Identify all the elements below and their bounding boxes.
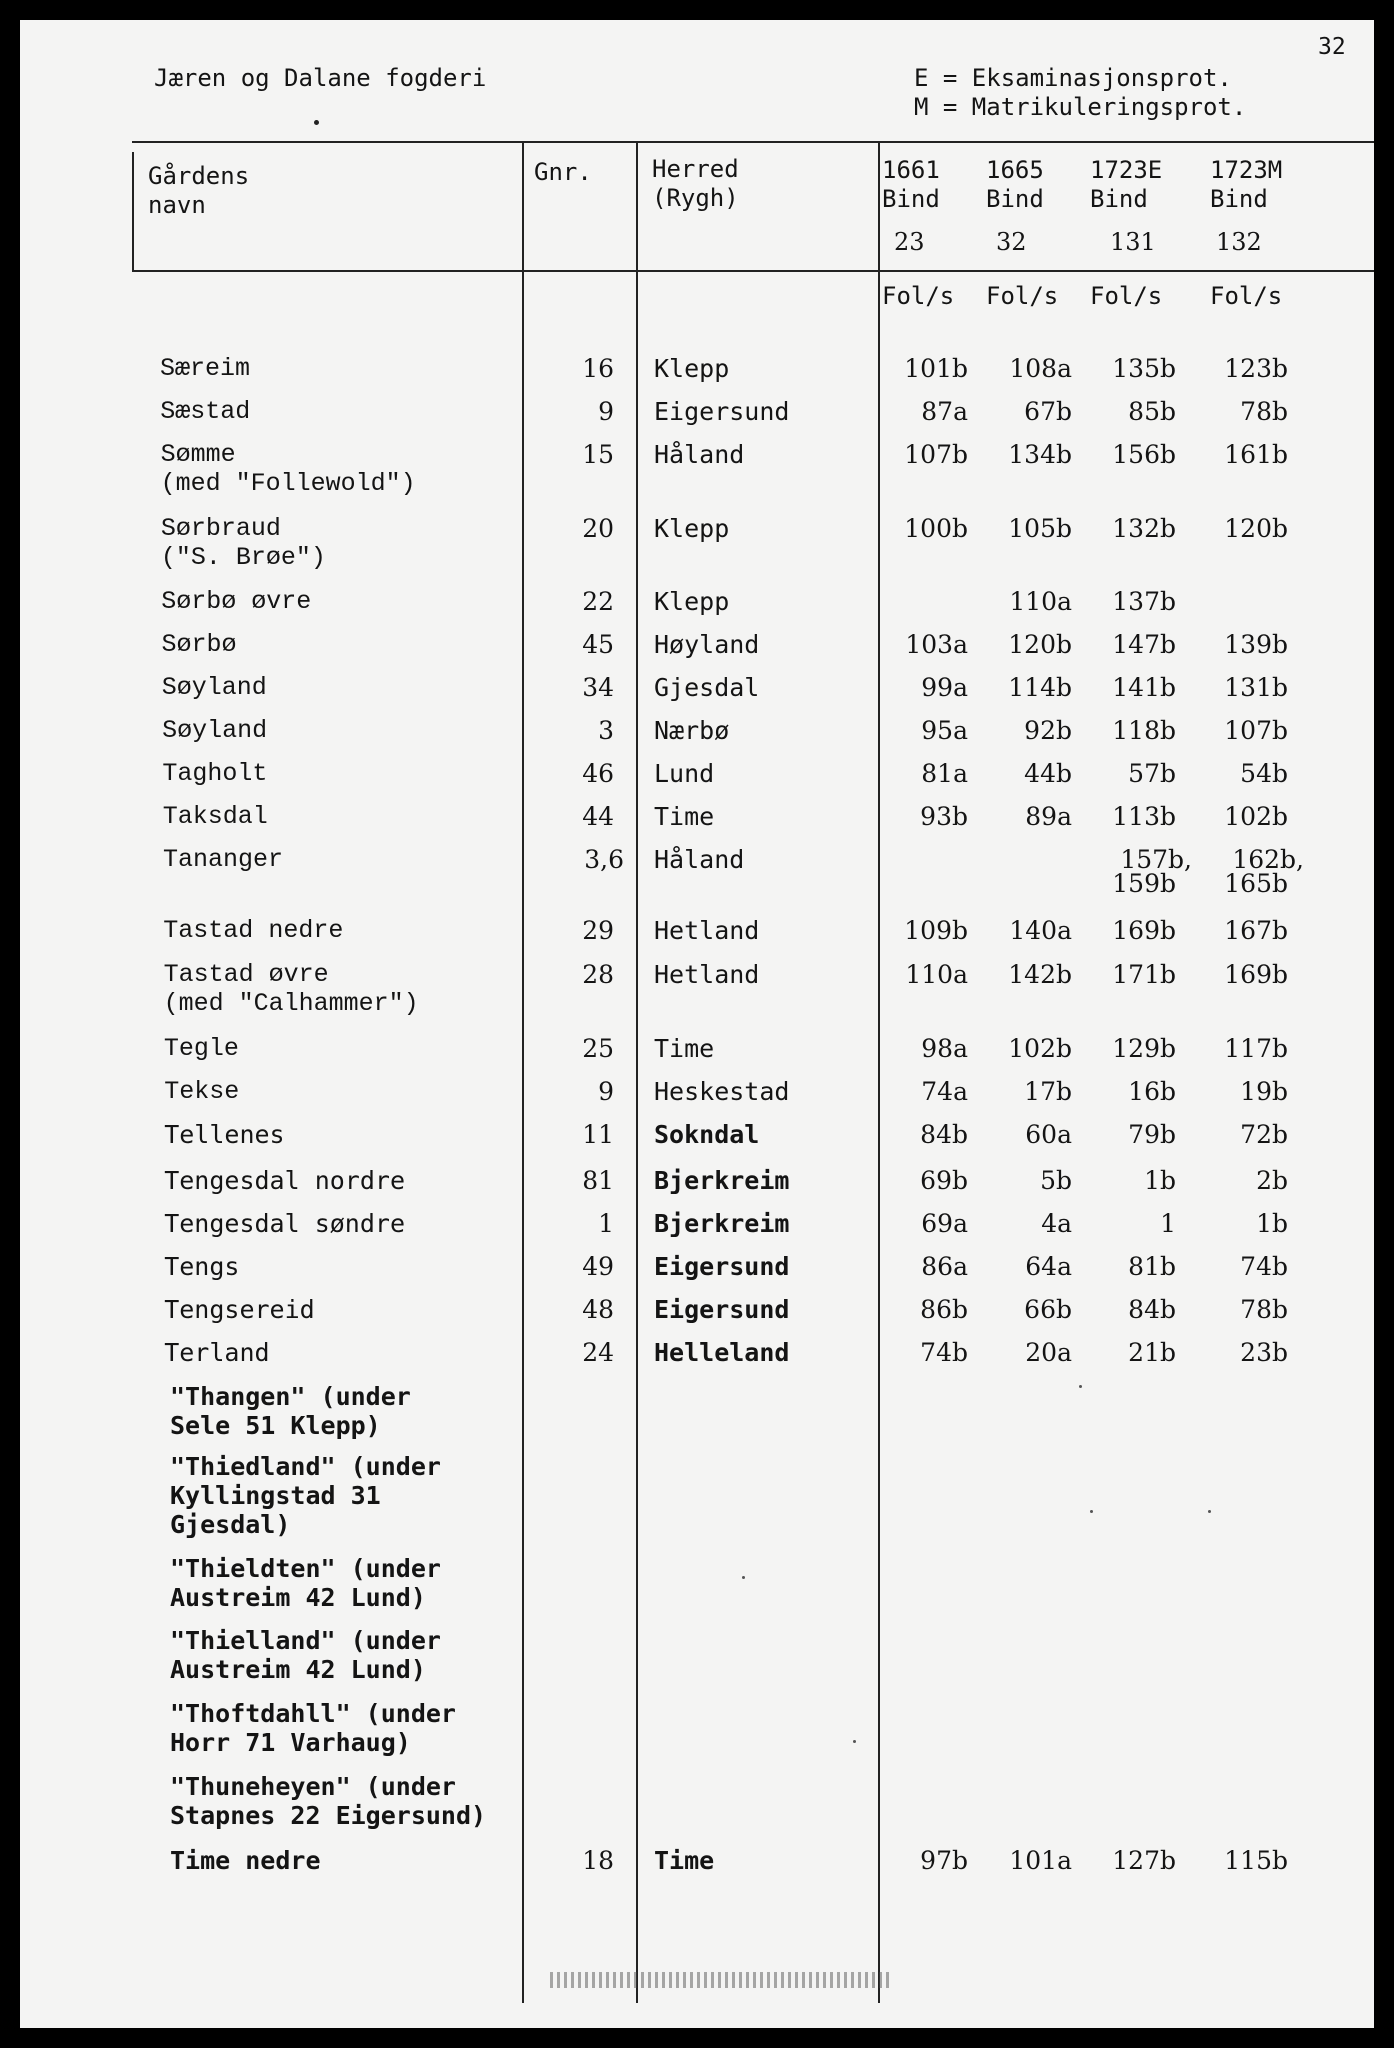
folio-value: 100b (904, 514, 968, 543)
speck (742, 1576, 745, 1579)
herred-value: Helleland (654, 1338, 790, 1367)
farm-name: Sørbø (161, 630, 237, 659)
scanned-page (20, 20, 1374, 2028)
folio-value: 169b (1224, 960, 1288, 989)
folio-value: 20a (1025, 1338, 1072, 1367)
gnr-value: 45 (582, 630, 614, 659)
folio-value: 84b (920, 1120, 968, 1149)
herred-value: Bjerkreim (654, 1166, 790, 1195)
folio-value: 97b (920, 1846, 968, 1875)
folio-value: 101b (904, 354, 968, 383)
header-name-2: navn (148, 191, 206, 219)
folio-value: 120b (1008, 630, 1072, 659)
farm-name: Sæstad (160, 397, 251, 426)
farm-name: "Thielland" (under (170, 1626, 441, 1655)
folio-value: 57b (1128, 759, 1176, 788)
folio-value: 1b (1144, 1166, 1176, 1195)
folio-value: 114b (1008, 673, 1072, 702)
farm-name-note: Horr 71 Varhaug) (170, 1728, 411, 1757)
gnr-value: 11 (582, 1120, 614, 1149)
gnr-value: 24 (582, 1338, 614, 1367)
gnr-value: 9 (598, 1077, 614, 1106)
folio-value: 142b (1008, 960, 1072, 989)
folio-value: 165b (1224, 869, 1288, 898)
farm-name: Tegle (163, 1034, 239, 1063)
page-number: 32 (1318, 34, 1346, 60)
folio-value: 44b (1024, 759, 1072, 788)
folio-value: 69b (920, 1166, 968, 1195)
legend-e: E = Eksaminasjonsprot. (914, 64, 1232, 92)
gnr-value: 81 (582, 1166, 614, 1195)
herred-value: Klepp (654, 354, 730, 383)
col-header-num: 32 (996, 228, 1027, 256)
folio-value: 101a (1009, 1846, 1072, 1875)
folio-value: 157b, (1120, 845, 1192, 874)
herred-value: Time (654, 1034, 715, 1063)
folio-value: 135b (1112, 354, 1176, 383)
col-header-year: 1661 (882, 156, 940, 184)
folio-value: 85b (1128, 397, 1176, 426)
folio-value: 17b (1024, 1077, 1072, 1106)
gnr-value: 48 (582, 1295, 614, 1324)
folio-value: 64a (1025, 1252, 1072, 1281)
folio-value: 74b (920, 1338, 968, 1367)
farm-name-note: Sele 51 Klepp) (170, 1411, 381, 1440)
farm-name: Tengesdal nordre (164, 1166, 406, 1195)
gnr-value: 29 (582, 916, 614, 945)
farm-name: Sørbraud (160, 514, 281, 543)
farm-name-note: Kyllingstad 31 (170, 1481, 381, 1510)
folio-value: 16b (1128, 1077, 1176, 1106)
folio-value: 93b (920, 802, 968, 831)
folio-value: 81a (921, 759, 968, 788)
col-header-fol: Fol/s (986, 282, 1059, 310)
folio-value: 54b (1240, 759, 1288, 788)
farm-name: Tagholt (162, 759, 268, 788)
col-header-year: 1723M (1210, 156, 1283, 184)
herred-value: Klepp (654, 587, 730, 616)
folio-value: 171b (1112, 960, 1176, 989)
folio-value: 2b (1256, 1166, 1288, 1195)
farm-name: Tekse (164, 1077, 240, 1106)
folio-value: 74b (1240, 1252, 1288, 1281)
folio-value: 86a (921, 1252, 968, 1281)
herred-value: Eigersund (654, 397, 790, 426)
farm-name: "Thiedland" (under (170, 1452, 441, 1481)
gnr-value: 20 (582, 514, 614, 543)
col-header-num: 132 (1216, 228, 1262, 256)
speck (1079, 1385, 1082, 1388)
herred-value: Gjesdal (654, 673, 760, 702)
folio-value: 99a (921, 673, 968, 702)
farm-name-note: (med "Follewold") (160, 469, 416, 498)
farm-name: Sømme (160, 440, 236, 469)
folio-value: 78b (1240, 1295, 1288, 1324)
col-header-fol: Fol/s (1210, 282, 1283, 310)
herred-value: Time (654, 802, 715, 831)
farm-name-note: Austreim 42 Lund) (170, 1655, 426, 1684)
farm-name-note: ("S. Brøe") (160, 543, 326, 572)
folio-value: 74a (921, 1077, 968, 1106)
folio-value: 139b (1224, 630, 1288, 659)
folio-value: 161b (1224, 440, 1288, 469)
gnr-value: 18 (582, 1846, 614, 1875)
folio-value: 98a (921, 1034, 968, 1063)
folio-value: 131b (1224, 673, 1288, 702)
col-header-num: 23 (894, 228, 925, 256)
col-rule-name-gnr (522, 141, 524, 2003)
folio-value: 92b (1024, 716, 1072, 745)
folio-value: 107b (904, 440, 968, 469)
gnr-value: 1 (598, 1209, 614, 1238)
folio-value: 109b (904, 916, 968, 945)
herred-value: Hetland (654, 960, 760, 989)
folio-value: 87a (921, 397, 968, 426)
folio-value: 129b (1112, 1034, 1176, 1063)
folio-value: 127b (1112, 1846, 1176, 1875)
folio-value: 66b (1024, 1295, 1072, 1324)
farm-name: Tengesdal søndre (164, 1209, 406, 1238)
col-header-bind: Bind (986, 185, 1044, 213)
folio-value: 118b (1112, 716, 1176, 745)
header-gnr: Gnr. (534, 158, 592, 186)
folio-value: 115b (1224, 1846, 1288, 1875)
farm-name: Time nedre (170, 1846, 321, 1875)
folio-value: 1 (1160, 1209, 1176, 1238)
folio-value: 110a (905, 960, 968, 989)
speck (853, 1740, 856, 1743)
smudge (550, 1972, 890, 1988)
folio-value: 23b (1240, 1338, 1288, 1367)
folio-value: 137b (1112, 587, 1176, 616)
herred-value: Høyland (654, 630, 760, 659)
farm-name: Terland (164, 1338, 270, 1367)
speck (1090, 1510, 1093, 1513)
farm-name: "Thieldten" (under (170, 1554, 441, 1583)
farm-name: Taksdal (162, 802, 268, 831)
farm-name-note: Stapnes 22 Eigersund) (170, 1801, 487, 1830)
farm-name-note: Gjesdal) (170, 1510, 291, 1539)
ink-dot (314, 120, 319, 125)
gnr-value: 25 (582, 1034, 614, 1063)
farm-name-note: Austreim 42 Lund) (170, 1583, 426, 1612)
folio-value: 79b (1128, 1120, 1176, 1149)
farm-name: "Thangen" (under (170, 1382, 411, 1411)
folio-value: 105b (1008, 514, 1072, 543)
herred-value: Bjerkreim (654, 1209, 790, 1238)
herred-value: Heskestad (654, 1077, 790, 1106)
gnr-value: 22 (582, 587, 614, 616)
gnr-value: 28 (582, 960, 614, 989)
farm-name: Tastad nedre (163, 916, 344, 945)
farm-name: "Thoftdahll" (under (170, 1699, 456, 1728)
farm-name-note: (med "Calhammer") (163, 989, 419, 1018)
folio-value: 123b (1224, 354, 1288, 383)
gnr-value: 34 (582, 673, 614, 702)
folio-value: 132b (1112, 514, 1176, 543)
col-header-year: 1665 (986, 156, 1044, 184)
herred-value: Lund (654, 759, 715, 788)
gnr-value: 3 (598, 716, 614, 745)
farm-name: Tastad øvre (163, 960, 329, 989)
col-header-fol: Fol/s (882, 282, 955, 310)
folio-value: 134b (1008, 440, 1072, 469)
gnr-value: 46 (582, 759, 614, 788)
herred-value: Håland (654, 845, 745, 874)
col-header-bind: Bind (882, 185, 940, 213)
folio-value: 5b (1040, 1166, 1072, 1195)
header-name-1: Gårdens (148, 162, 250, 190)
table-top-rule (132, 141, 1374, 143)
folio-value: 86b (920, 1295, 968, 1324)
farm-name: Søyland (162, 716, 268, 745)
page-title: Jæren og Dalane fogderi (154, 64, 487, 92)
folio-value: 84b (1128, 1295, 1176, 1324)
farm-name: Sørbø øvre (161, 587, 312, 616)
gnr-value: 3,6 (584, 845, 624, 874)
herred-value: Håland (654, 440, 745, 469)
folio-value: 141b (1112, 673, 1176, 702)
folio-value: 147b (1112, 630, 1176, 659)
speck (1208, 1510, 1211, 1513)
herred-value: Nærbø (654, 716, 730, 745)
col-rule-gnr-herred (636, 141, 638, 2003)
farm-name: Søyland (161, 673, 267, 702)
gnr-value: 49 (582, 1252, 614, 1281)
folio-value: 140a (1009, 916, 1072, 945)
folio-value: 103a (905, 630, 968, 659)
herred-value: Hetland (654, 916, 760, 945)
farm-name: Særeim (160, 354, 251, 383)
folio-value: 67b (1024, 397, 1072, 426)
col-header-bind: Bind (1090, 185, 1148, 213)
folio-value: 156b (1112, 440, 1176, 469)
folio-value: 108a (1009, 354, 1072, 383)
folio-value: 102b (1008, 1034, 1072, 1063)
folio-value: 69a (921, 1209, 968, 1238)
herred-value: Sokndal (654, 1120, 760, 1149)
folio-value: 162b, (1232, 845, 1304, 874)
header-bottom-rule (132, 270, 1374, 272)
farm-name: "Thuneheyen" (under (170, 1772, 456, 1801)
folio-value: 107b (1224, 716, 1288, 745)
folio-value: 159b (1112, 869, 1176, 898)
gnr-value: 9 (598, 397, 614, 426)
farm-name: Tananger (163, 845, 284, 874)
folio-value: 102b (1224, 802, 1288, 831)
folio-value: 95a (921, 716, 968, 745)
gnr-value: 16 (582, 354, 614, 383)
folio-value: 4a (1041, 1209, 1072, 1238)
herred-value: Eigersund (654, 1295, 790, 1324)
folio-value: 60a (1025, 1120, 1072, 1149)
folio-value: 167b (1224, 916, 1288, 945)
legend-m: M = Matrikuleringsprot. (914, 93, 1247, 121)
table-left-rule (132, 152, 134, 272)
folio-value: 117b (1224, 1034, 1288, 1063)
gnr-value: 15 (582, 440, 614, 469)
folio-value: 120b (1224, 514, 1288, 543)
col-header-num: 131 (1110, 228, 1156, 256)
farm-name: Tengsereid (164, 1295, 315, 1324)
folio-value: 78b (1240, 397, 1288, 426)
col-header-fol: Fol/s (1090, 282, 1163, 310)
folio-value: 72b (1240, 1120, 1288, 1149)
folio-value: 1b (1256, 1209, 1288, 1238)
gnr-value: 44 (582, 802, 614, 831)
herred-value: Time (654, 1846, 715, 1875)
folio-value: 110a (1009, 587, 1072, 616)
farm-name: Tellenes (164, 1120, 285, 1149)
herred-value: Eigersund (654, 1252, 790, 1281)
folio-value: 89a (1025, 802, 1072, 831)
header-herred-1: Herred (652, 155, 739, 183)
folio-value: 19b (1240, 1077, 1288, 1106)
col-header-bind: Bind (1210, 185, 1268, 213)
folio-value: 113b (1112, 802, 1176, 831)
col-header-year: 1723E (1090, 156, 1163, 184)
folio-value: 169b (1112, 916, 1176, 945)
farm-name: Tengs (164, 1252, 240, 1281)
header-herred-2: (Rygh) (652, 184, 739, 212)
folio-value: 21b (1128, 1338, 1176, 1367)
herred-value: Klepp (654, 514, 730, 543)
folio-value: 81b (1128, 1252, 1176, 1281)
